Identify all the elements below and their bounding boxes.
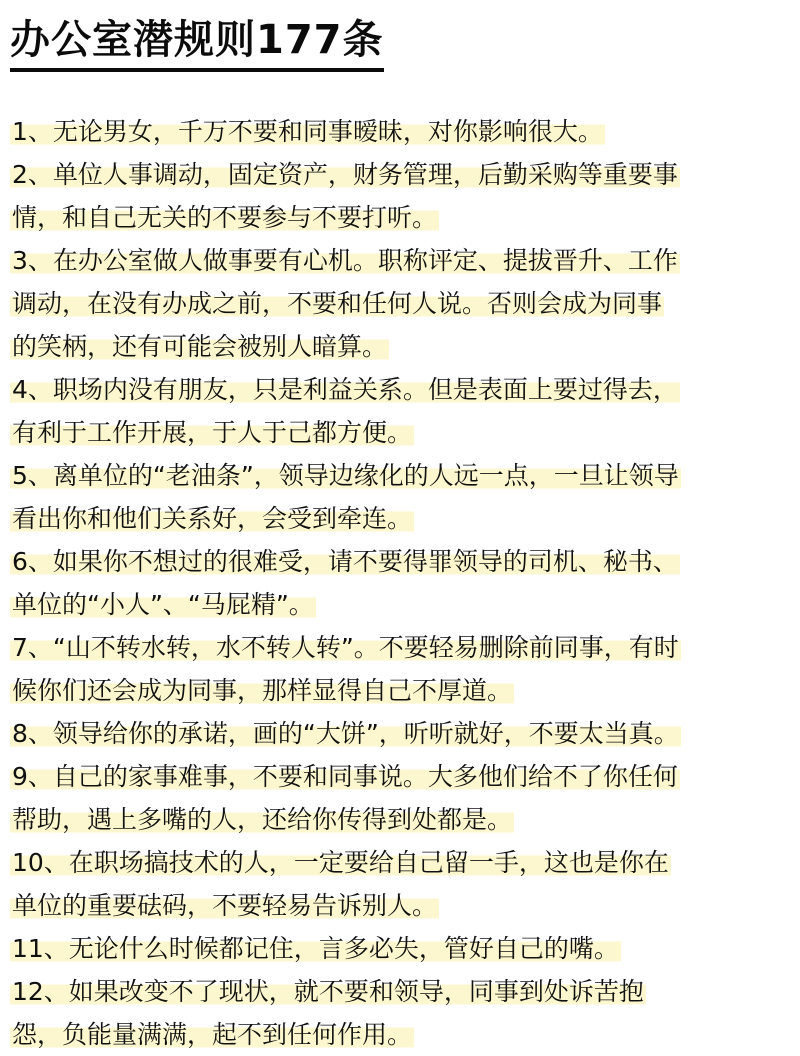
- rule-line: [10, 626, 795, 669]
- rule-line-text: 12、如果改变不了现状，就不要和领导，同事到处诉苦抱: [12, 977, 644, 1006]
- rule-line-text: 单位的重要砝码，不要轻易告诉别人。: [12, 891, 438, 920]
- rule-line: [10, 411, 795, 454]
- rule-line: [10, 497, 795, 540]
- rule-line-text: 调动，在没有办成之前，不要和任何人说。否则会成为同事: [12, 289, 663, 318]
- rule-item: [10, 755, 795, 841]
- rule-line-text: 怨，负能量满满，起不到任何作用。: [12, 1020, 413, 1049]
- rule-line: [10, 110, 795, 153]
- rule-line-text: 3、在办公室做人做事要有心机。职称评定、提拔晋升、工作: [12, 246, 678, 275]
- rule-item: [10, 239, 795, 368]
- rule-line-text: 候你们还会成为同事，那样显得自己不厚道。: [12, 676, 513, 705]
- rule-line-text: 单位的“小人”、“马屁精”。: [12, 590, 314, 619]
- rule-item: [10, 153, 795, 239]
- rule-line-text: 7、“山不转水转，水不转人转”。不要轻易删除前同事，有时: [12, 633, 679, 662]
- rule-line-text: 11、无论什么时候都记住，言多必失，管好自己的嘴。: [12, 934, 619, 963]
- rule-line-text: 有利于工作开展，于人于己都方便。: [12, 418, 413, 447]
- rule-item: [10, 927, 795, 970]
- rule-line-text: 2、单位人事调动，固定资产，财务管理，后勤采购等重要事: [12, 160, 678, 189]
- rule-line-text: 6、如果你不想过的很难受，请不要得罪领导的司机、秘书、: [12, 547, 678, 576]
- rule-line-text: 4、职场内没有朋友，只是利益关系。但是表面上要过得去，: [12, 375, 678, 404]
- rule-line: [10, 755, 795, 798]
- rule-line-text: 帮助，遇上多嘴的人，还给你传得到处都是。: [12, 805, 513, 834]
- rule-line-text: 5、离单位的“老油条”，领导边缘化的人远一点，一旦让领导: [12, 461, 679, 490]
- rule-line: [10, 798, 795, 841]
- rule-line: [10, 454, 795, 497]
- rule-line: [10, 927, 795, 970]
- rule-line: [10, 239, 795, 282]
- rule-line-text: 看出你和他们关系好，会受到牵连。: [12, 504, 413, 533]
- rule-line-text: 9、自己的家事难事，不要和同事说。大多他们给不了你任何: [12, 762, 678, 791]
- rule-line: [10, 540, 795, 583]
- page-title: 办公室潜规则177条: [10, 17, 384, 63]
- rule-item: [10, 626, 795, 712]
- rule-item: [10, 712, 795, 755]
- rule-line: [10, 583, 795, 626]
- rule-item: [10, 368, 795, 454]
- rule-line: [10, 153, 795, 196]
- rule-line: [10, 884, 795, 927]
- rule-line-text: 情，和自己无关的不要参与不要打听。: [12, 203, 438, 232]
- rule-line: [10, 669, 795, 712]
- rule-item: [10, 841, 795, 927]
- title-block: [10, 14, 384, 78]
- rule-item: [10, 110, 795, 153]
- rule-line: [10, 841, 795, 884]
- rule-line: [10, 325, 795, 368]
- rule-line: [10, 368, 795, 411]
- rule-line-text: 1、无论男女，千万不要和同事暧昧，对你影响很大。: [12, 117, 603, 146]
- rule-line-text: 10、在职场搞技术的人，一定要给自己留一手，这也是你在: [12, 848, 669, 877]
- rule-line: [10, 1013, 795, 1056]
- rule-line-text: 8、领导给你的承诺，画的“大饼”，听听就好，不要太当真。: [12, 719, 679, 748]
- rule-line: [10, 712, 795, 755]
- rule-line-text: 的笑柄，还有可能会被别人暗算。: [12, 332, 388, 361]
- title-underline: [10, 68, 384, 72]
- rule-item: [10, 540, 795, 626]
- rule-item: [10, 970, 795, 1056]
- rule-line: [10, 282, 795, 325]
- rules-list: [10, 110, 795, 1056]
- rule-item: [10, 454, 795, 540]
- rule-line: [10, 970, 795, 1013]
- rule-line: [10, 196, 795, 239]
